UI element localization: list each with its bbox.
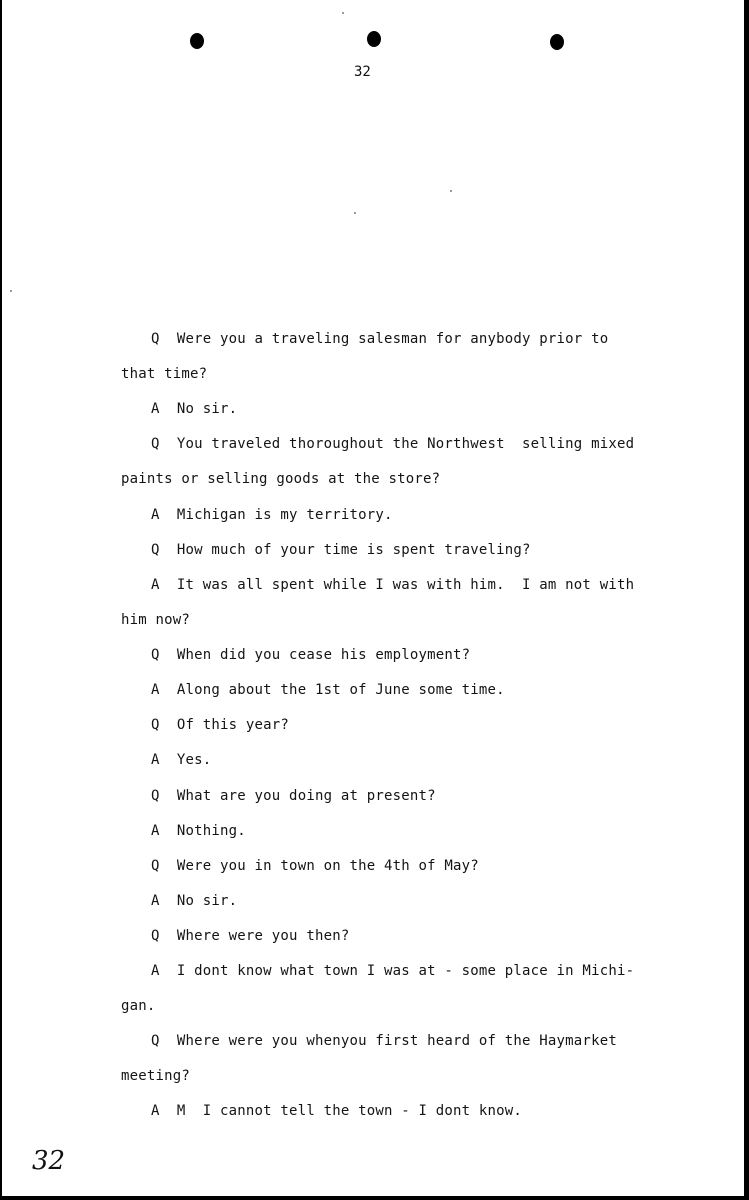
handwritten-page-number: 32 xyxy=(32,1146,66,1176)
transcript-line: Q Where were you then? xyxy=(151,928,350,944)
transcript-line: A No sir. xyxy=(151,401,238,417)
transcript-line: meeting? xyxy=(121,1068,191,1084)
paper-speck xyxy=(354,212,356,214)
paper-speck xyxy=(450,190,452,192)
transcript-line: A Yes. xyxy=(151,752,212,768)
transcript-line: that time? xyxy=(121,366,208,382)
transcript-line: Q Were you in town on the 4th of May? xyxy=(151,858,479,874)
page-number: 32 xyxy=(354,64,371,80)
transcript-line: him now? xyxy=(121,612,191,628)
transcript-line: Q Where were you whenyou first heard of the Haymarket xyxy=(151,1033,617,1049)
paper-speck xyxy=(10,290,12,292)
transcript-line: paints or selling goods at the store? xyxy=(121,471,441,487)
transcript-line: A Along about the 1st of June some time. xyxy=(151,682,505,698)
transcript-line: gan. xyxy=(121,998,156,1014)
transcript-line: Q How much of your time is spent traveling? xyxy=(151,542,531,558)
transcript-line: A I dont know what town I was at - some place in Michi- xyxy=(151,963,635,979)
transcript-line: Q Of this year? xyxy=(151,717,290,733)
document-page xyxy=(2,0,744,1196)
transcript-line: A No sir. xyxy=(151,893,238,909)
transcript-line: A It was all spent while I was with him. I am not with xyxy=(151,577,635,593)
transcript-line: A M I cannot tell the town - I dont know. xyxy=(151,1103,523,1119)
paper-speck xyxy=(342,12,344,14)
transcript-line: Q Were you a traveling salesman for anybody prior to xyxy=(151,331,609,347)
transcript-line: A Michigan is my territory. xyxy=(151,507,393,523)
punch-hole xyxy=(190,33,204,49)
punch-hole xyxy=(367,31,381,47)
transcript-line: Q You traveled thoroughout the Northwest selling mixed xyxy=(151,436,635,452)
punch-hole xyxy=(550,34,564,50)
transcript-line: A Nothing. xyxy=(151,823,246,839)
transcript-line: Q What are you doing at present? xyxy=(151,788,436,804)
transcript-line: Q When did you cease his employment? xyxy=(151,647,471,663)
